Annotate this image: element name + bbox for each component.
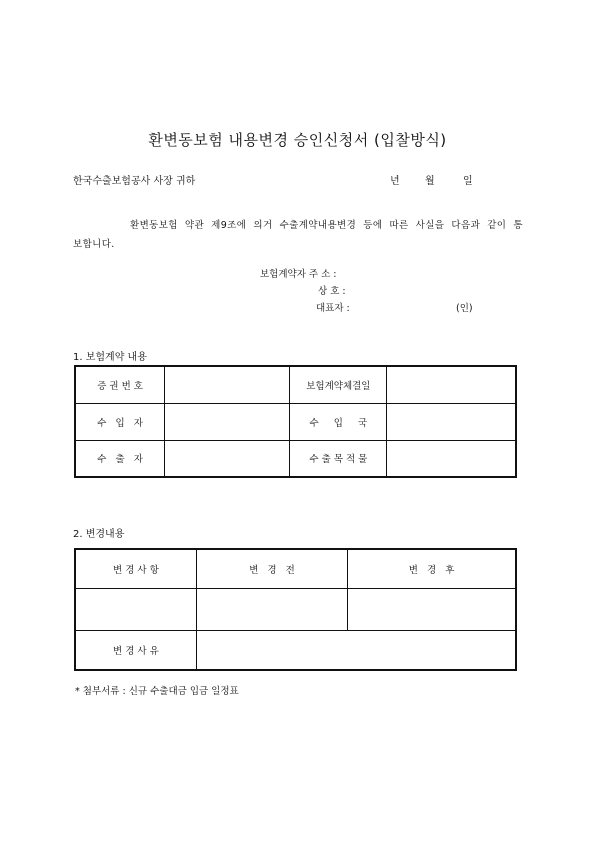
date-year: 년 <box>390 176 400 187</box>
representative-label: 대표자 : <box>316 303 350 314</box>
table-row <box>75 440 516 477</box>
section-1-title: 1. 보험계약 내용 <box>73 352 147 363</box>
contractor-address-label: 보험계약자 주 소 : <box>260 269 337 280</box>
attachment-note: * 첨부서류 : 신규 수출대금 입금 일정표 <box>75 686 239 697</box>
table-header-row <box>75 549 516 588</box>
table-row <box>75 403 516 440</box>
before-change-field[interactable] <box>196 588 347 630</box>
table-row <box>75 630 516 670</box>
change-reason-field[interactable] <box>196 630 516 670</box>
contract-date-label: 보험계약체결일 <box>290 366 387 403</box>
import-country-label: 수 입 국 <box>290 403 387 440</box>
policy-number-field[interactable] <box>165 366 290 403</box>
section-2-title: 2. 변경내용 <box>73 529 125 540</box>
importer-field[interactable] <box>165 403 290 440</box>
addressee: 한국수출보험공사 사장 귀하 <box>73 176 196 187</box>
export-goods-label: 수 출 목 적 물 <box>290 440 387 477</box>
document-title: 환변동보험 내용변경 승인신청서 (입찰방식) <box>148 131 447 149</box>
change-details-table <box>74 548 517 671</box>
importer-label: 수 입 자 <box>75 403 165 440</box>
after-change-header: 변 경 후 <box>348 549 516 588</box>
export-goods-field[interactable] <box>387 440 516 477</box>
company-name-label: 상 호 : <box>318 286 346 297</box>
exporter-field[interactable] <box>165 440 290 477</box>
contract-date-field[interactable] <box>387 366 516 403</box>
change-item-field[interactable] <box>75 588 196 630</box>
date-day: 일 <box>463 176 473 187</box>
change-item-header: 변 경 사 항 <box>75 549 196 588</box>
policy-number-label: 증 권 번 호 <box>75 366 165 403</box>
table-row <box>75 366 516 403</box>
after-change-field[interactable] <box>348 588 516 630</box>
before-change-header: 변 경 전 <box>196 549 347 588</box>
change-reason-label: 변 경 사 유 <box>75 630 196 670</box>
date-month: 월 <box>425 176 435 187</box>
table-row <box>75 588 516 630</box>
import-country-field[interactable] <box>387 403 516 440</box>
body-paragraph: 환변동보험 약관 제9조에 의거 수출계약내용변경 등에 따른 사실을 다음과 같이 통보합니다. <box>73 220 523 250</box>
exporter-label: 수 출 자 <box>75 440 165 477</box>
contract-info-table <box>74 365 517 478</box>
seal-mark: (인) <box>456 303 473 314</box>
